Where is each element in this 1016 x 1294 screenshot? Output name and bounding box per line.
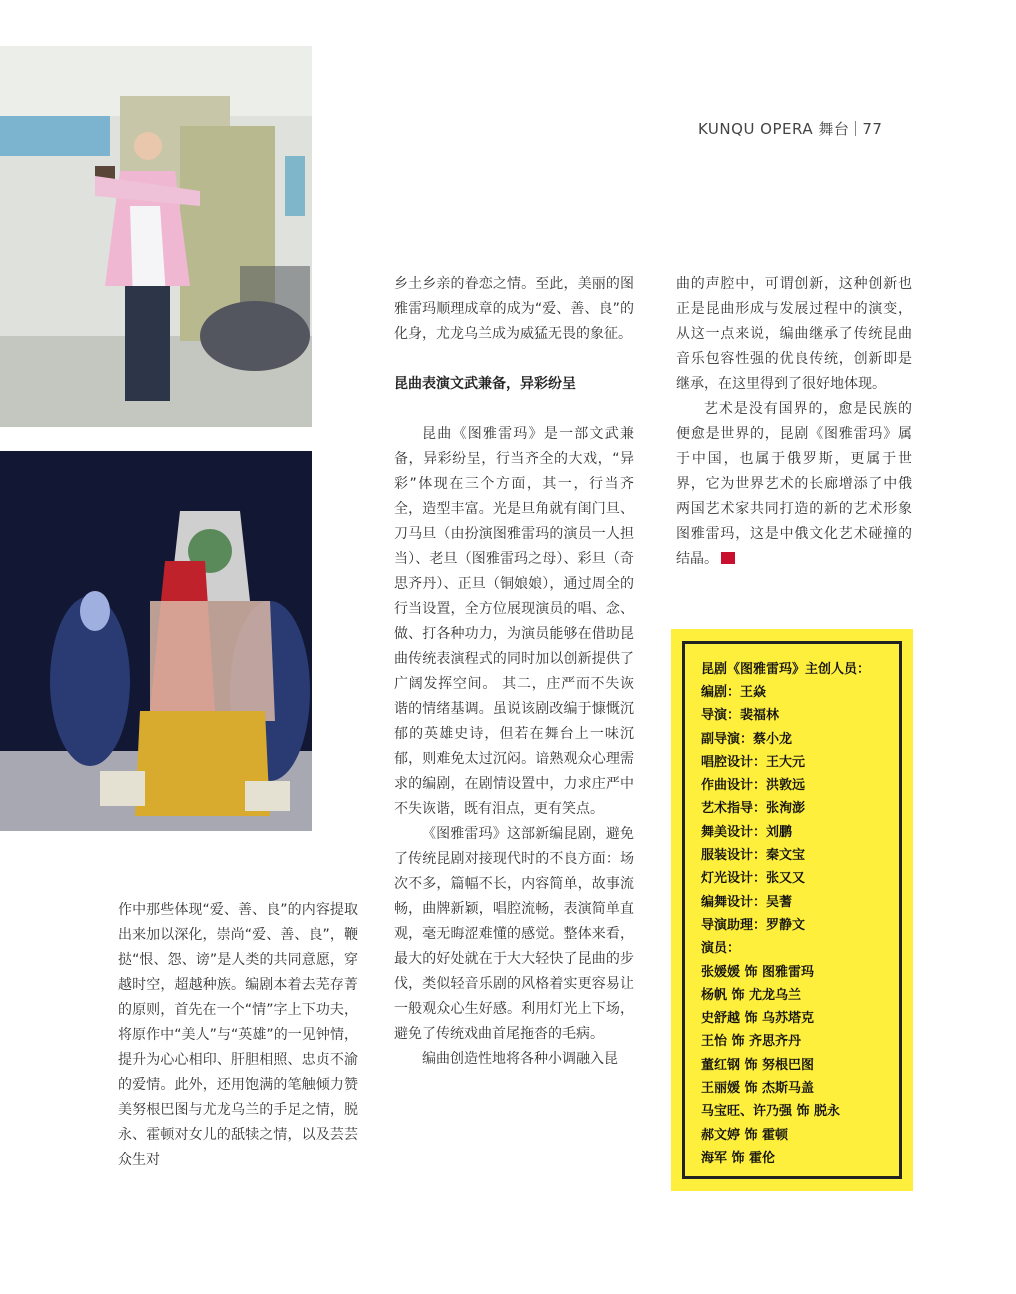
credits-box — [671, 629, 913, 1191]
credit-name: 张媛媛 饰 图雅雷玛 — [701, 964, 815, 980]
credit-row — [701, 984, 899, 1007]
credit-name: 张又又 — [766, 871, 806, 887]
credit-role: 服装设计： — [701, 848, 767, 864]
credit-name: 裴福林 — [740, 708, 780, 724]
credit-row — [701, 867, 899, 890]
credit-name: 王焱 — [740, 685, 767, 700]
header-divider — [855, 121, 856, 136]
credits-frame — [682, 641, 902, 1179]
credit-name: 刘鹏 — [766, 824, 793, 840]
text-column-right — [676, 272, 912, 572]
credit-row — [701, 681, 899, 704]
credit-row — [701, 1030, 899, 1053]
credit-name: 秦文宝 — [766, 848, 806, 864]
credit-row — [701, 891, 899, 914]
text-column-middle — [394, 272, 634, 1072]
credit-row — [701, 1054, 899, 1077]
credit-row — [701, 1007, 899, 1030]
credit-role: 编剧： — [701, 685, 741, 700]
page-header — [698, 118, 916, 140]
credit-name: 吴蓍 — [766, 894, 793, 910]
credit-row — [701, 914, 899, 937]
body-paragraph: 《图雅雷玛》这部新编昆剧，避免了传统昆剧对接现代时的不良方面：场次不多，篇幅不长，内容简单，故事流畅，曲牌新颖，唱腔流畅，表演简单直观，毫无晦涩难懂的感觉。整体来看，最大的好处就在于大大轻快了昆曲的步伐，类似轻音乐剧的风格着实更容易让一般观众心生好感。利用灯光上下场，避免了传统戏曲首尾拖沓的毛病。 — [394, 826, 634, 1042]
body-paragraph-final — [676, 397, 912, 572]
credit-name: 王丽媛 饰 杰斯马盖 — [701, 1081, 815, 1097]
credit-name: 史舒越 饰 乌苏塔克 — [701, 1011, 815, 1027]
credit-role: 艺术指导： — [701, 801, 767, 817]
credit-row — [701, 937, 899, 960]
credit-role: 导演： — [701, 708, 741, 724]
text-column-left — [118, 898, 358, 1173]
credits-list — [701, 681, 899, 1170]
body-paragraph: 昆曲《图雅雷玛》是一部文武兼备，异彩纷呈，行当齐全的大戏，“异彩”体现在三个方面，其一，行当齐全，造型丰富。光是旦角就有闺门旦、刀马旦（由扮演图雅雷玛的演员一人担当）、老旦（图雅雷玛之母）、彩旦（奇思齐丹）、正旦（铜娘娘），通过周全的行当设置，全方位展现演员的唱、念、做、打各种功力，为演员能够在借助昆曲传统表演程式的同时加以创新提供了广阔发挥空间。 其二，庄严而不失诙谐的情绪基调。虽说该剧改编于慷慨沉郁的英雄史诗，但若在舞台上一味沉郁，则难免太过沉闷。谙熟观众心理需求的编剧，在剧情设置中，力求庄严中不失诙谐，既有泪点，更有笑点。 — [394, 426, 634, 817]
credit-row — [701, 844, 899, 867]
credit-name: 罗静文 — [766, 917, 806, 933]
credit-row — [701, 821, 899, 844]
credit-row — [701, 1077, 899, 1100]
credit-row — [701, 961, 899, 984]
credit-name: 杨帆 饰 尤龙乌兰 — [701, 987, 802, 1003]
credit-name: 郝文婷 饰 霍顿 — [701, 1127, 789, 1143]
page-number: 77 — [862, 120, 883, 138]
credit-name: 洪敦远 — [766, 778, 806, 794]
section-name: KUNQU OPERA — [698, 120, 814, 138]
credit-role: 舞美设计： — [701, 824, 767, 840]
credit-name: 董红钢 饰 努根巴图 — [701, 1057, 815, 1073]
credit-role: 演员： — [701, 941, 741, 957]
credit-row — [701, 704, 899, 727]
body-paragraph: 乡土乡亲的眷恋之情。至此，美丽的图雅雷玛顺理成章的成为“爱、善、良”的化身，尤龙乌兰成为威猛无畏的象征。 — [394, 276, 634, 342]
credit-role: 导演助理： — [701, 917, 767, 933]
body-paragraph: 作中那些体现“爱、善、良”的内容提取出来加以深化，崇尚“爱、善、良”，鞭挞“恨、怨、谤”是人类的共同意愿，穿越时空，超越种族。编剧本着去芜存菁的原则，首先在一个“情”字上下功夫，将原作中“美人”与“英雄”的一见钟情，提升为心心相印、肝胆相照、忠贞不渝的爱情。此外，还用饱满的笔触倾力赞美努根巴图与尤龙乌兰的手足之情，脱永、霍顿对女儿的舐犊之情，以及芸芸众生对 — [118, 902, 358, 1168]
credit-role: 灯光设计： — [701, 871, 767, 887]
category-name: 舞台 — [818, 120, 850, 138]
credit-name: 王怡 饰 齐思齐丹 — [701, 1034, 802, 1050]
credit-role: 唱腔设计： — [701, 754, 767, 770]
credits-title: 昆剧《图雅雷玛》主创人员： — [701, 662, 871, 677]
credit-name: 马宝旺、许乃强 饰 脱永 — [701, 1104, 841, 1120]
body-paragraph: 编曲创造性地将各种小调融入昆 — [422, 1051, 618, 1067]
body-paragraph: 曲的声腔中，可谓创新，这种创新也正是昆曲形成与发展过程中的演变，从这一点来说，编曲继承了传统昆曲音乐包容性强的优良传统，创新即是继承，在这里得到了很好地体现。 — [676, 276, 912, 392]
end-mark-icon — [721, 552, 735, 564]
credit-row — [701, 728, 899, 751]
credit-role: 副导演： — [701, 731, 754, 747]
credit-row — [701, 1124, 899, 1147]
rehearsal-photo — [0, 46, 312, 427]
credit-row — [701, 1147, 899, 1170]
credit-role: 作曲设计： — [701, 778, 767, 794]
stage-performance-photo — [0, 451, 312, 831]
credit-row — [701, 751, 899, 774]
credit-name: 王大元 — [766, 754, 806, 770]
credit-role: 编舞设计： — [701, 894, 767, 910]
credit-name: 蔡小龙 — [753, 731, 793, 747]
credit-row — [701, 774, 899, 797]
section-heading: 昆曲表演文武兼备，异彩纷呈 — [394, 376, 576, 392]
credit-row — [701, 797, 899, 820]
credit-row — [701, 1100, 899, 1123]
final-paragraph-text: 艺术是没有国界的，愈是民族的便愈是世界的，昆剧《图雅雷玛》属于中国，也属于俄罗斯，更属于世界，它为世界艺术的长廊增添了中俄两国艺术家共同打造的新的艺术形象图雅雷玛，这是中俄文化艺术碰撞的结晶。 — [676, 401, 912, 567]
credit-name: 海军 饰 霍伦 — [701, 1150, 776, 1166]
credit-name: 张洵澎 — [766, 801, 806, 817]
